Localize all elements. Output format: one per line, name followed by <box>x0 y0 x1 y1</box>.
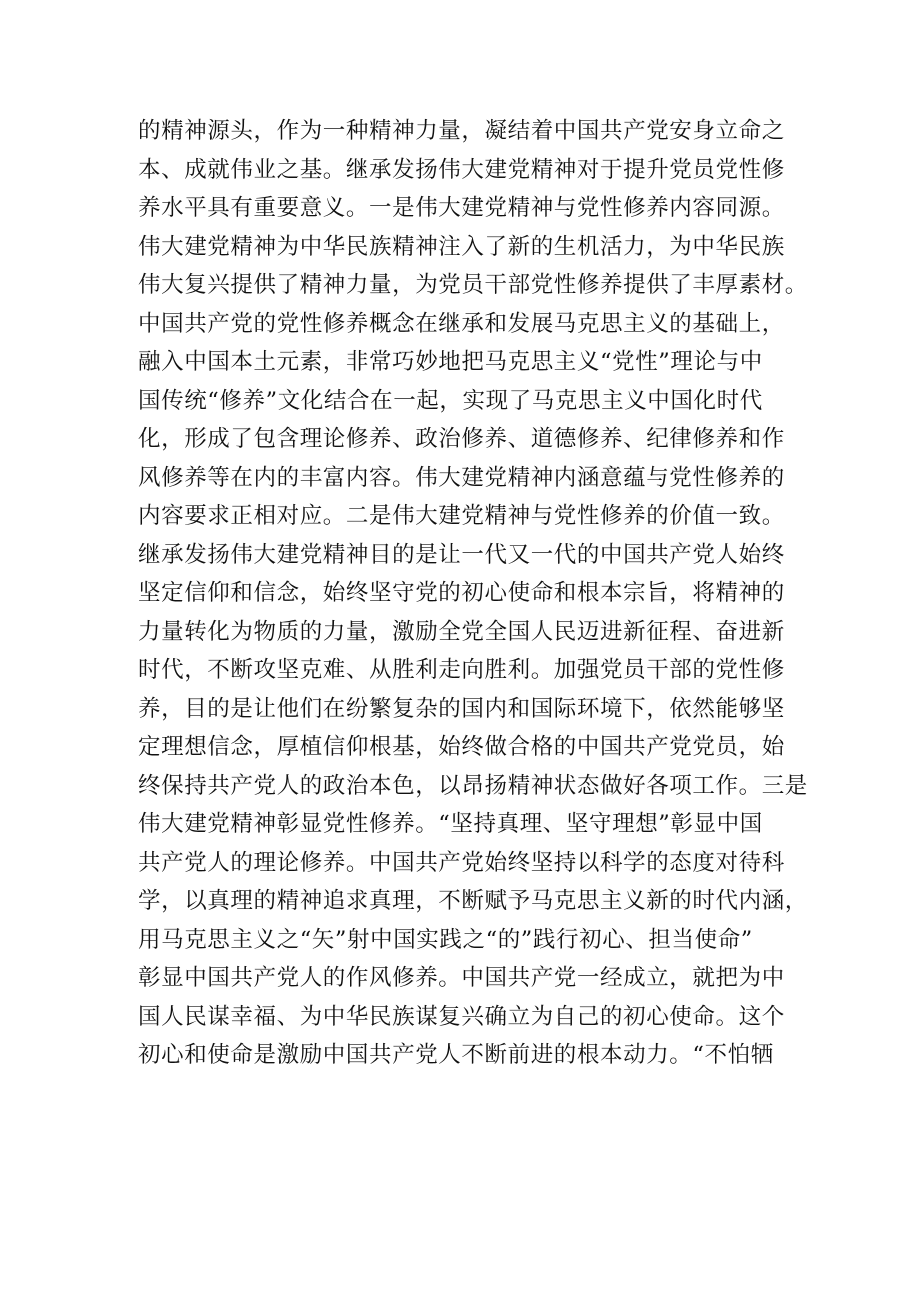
text-line: 继承发扬伟大建党精神目的是让一代又一代的中国共产党人始终 <box>138 541 785 568</box>
text-line: 内容要求正相对应。二是伟大建党精神与党性修养的价值一致。 <box>138 503 785 529</box>
text-line: 伟大建党精神彰显党性修养。“坚持真理、坚守理想”彰显中国 <box>138 811 763 837</box>
text-line: 的精神源头，作为一种精神力量，凝结着中国共产党安身立命之 <box>138 118 785 144</box>
text-line: 中国共产党的党性修养概念在继承和发展马克思主义的基础上， <box>138 310 785 337</box>
text-line: 力量转化为物质的力量，激励全党全国人民迈进新征程、奋进新 <box>138 618 785 645</box>
text-line: 国传统“修养”文化结合在一起，实现了马克思主义中国化时代 <box>138 387 763 414</box>
text-line: 风修养等在内的丰富内容。伟大建党精神内涵意蕴与党性修养的 <box>138 464 785 491</box>
text-line: 坚定信仰和信念，始终坚守党的初心使命和根本宗旨，将精神的 <box>138 580 785 606</box>
text-line: 共产党人的理论修养。中国共产党始终坚持以科学的态度对待科 <box>138 849 785 876</box>
text-line: 用马克思主义之“矢”射中国实践之“的”践行初心、担当使命” <box>138 926 753 953</box>
text-line: 定理想信念，厚植信仰根基，始终做合格的中国共产党党员，始 <box>138 734 785 760</box>
text-line: 养，目的是让他们在纷繁复杂的国内和国际环境下，依然能够坚 <box>138 695 785 722</box>
text-line: 伟大建党精神为中华民族精神注入了新的生机活力，为中华民族 <box>138 233 785 260</box>
text-line: 彰显中国共产党人的作风修养。中国共产党一经成立，就把为中 <box>138 965 785 991</box>
text-line: 养水平具有重要意义。一是伟大建党精神与党性修养内容同源。 <box>138 195 785 221</box>
text-line: 本、成就伟业之基。继承发扬伟大建党精神对于提升党员党性修 <box>138 156 785 183</box>
text-line: 化，形成了包含理论修养、政治修养、道德修养、纪律修养和作 <box>138 426 785 452</box>
body-text <box>138 112 808 1075</box>
text-line: 学，以真理的精神追求真理，不断赋予马克思主义新的时代内涵， <box>138 888 808 914</box>
text-line: 时代，不断攻坚克难、从胜利走向胜利。加强党员干部的党性修 <box>138 657 785 683</box>
text-line: 终保持共产党人的政治本色，以昂扬精神状态做好各项工作。三是 <box>138 772 808 799</box>
text-line: 伟大复兴提供了精神力量，为党员干部党性修养提供了丰厚素材。 <box>138 272 808 298</box>
text-line: 初心和使命是激励中国共产党人不断前进的根本动力。“不怕牺 <box>138 1042 774 1068</box>
text-line: 融入中国本土元素，非常巧妙地把马克思主义“党性”理论与中 <box>138 349 763 375</box>
text-line: 国人民谋幸福、为中华民族谋复兴确立为自己的初心使命。这个 <box>138 1003 785 1030</box>
